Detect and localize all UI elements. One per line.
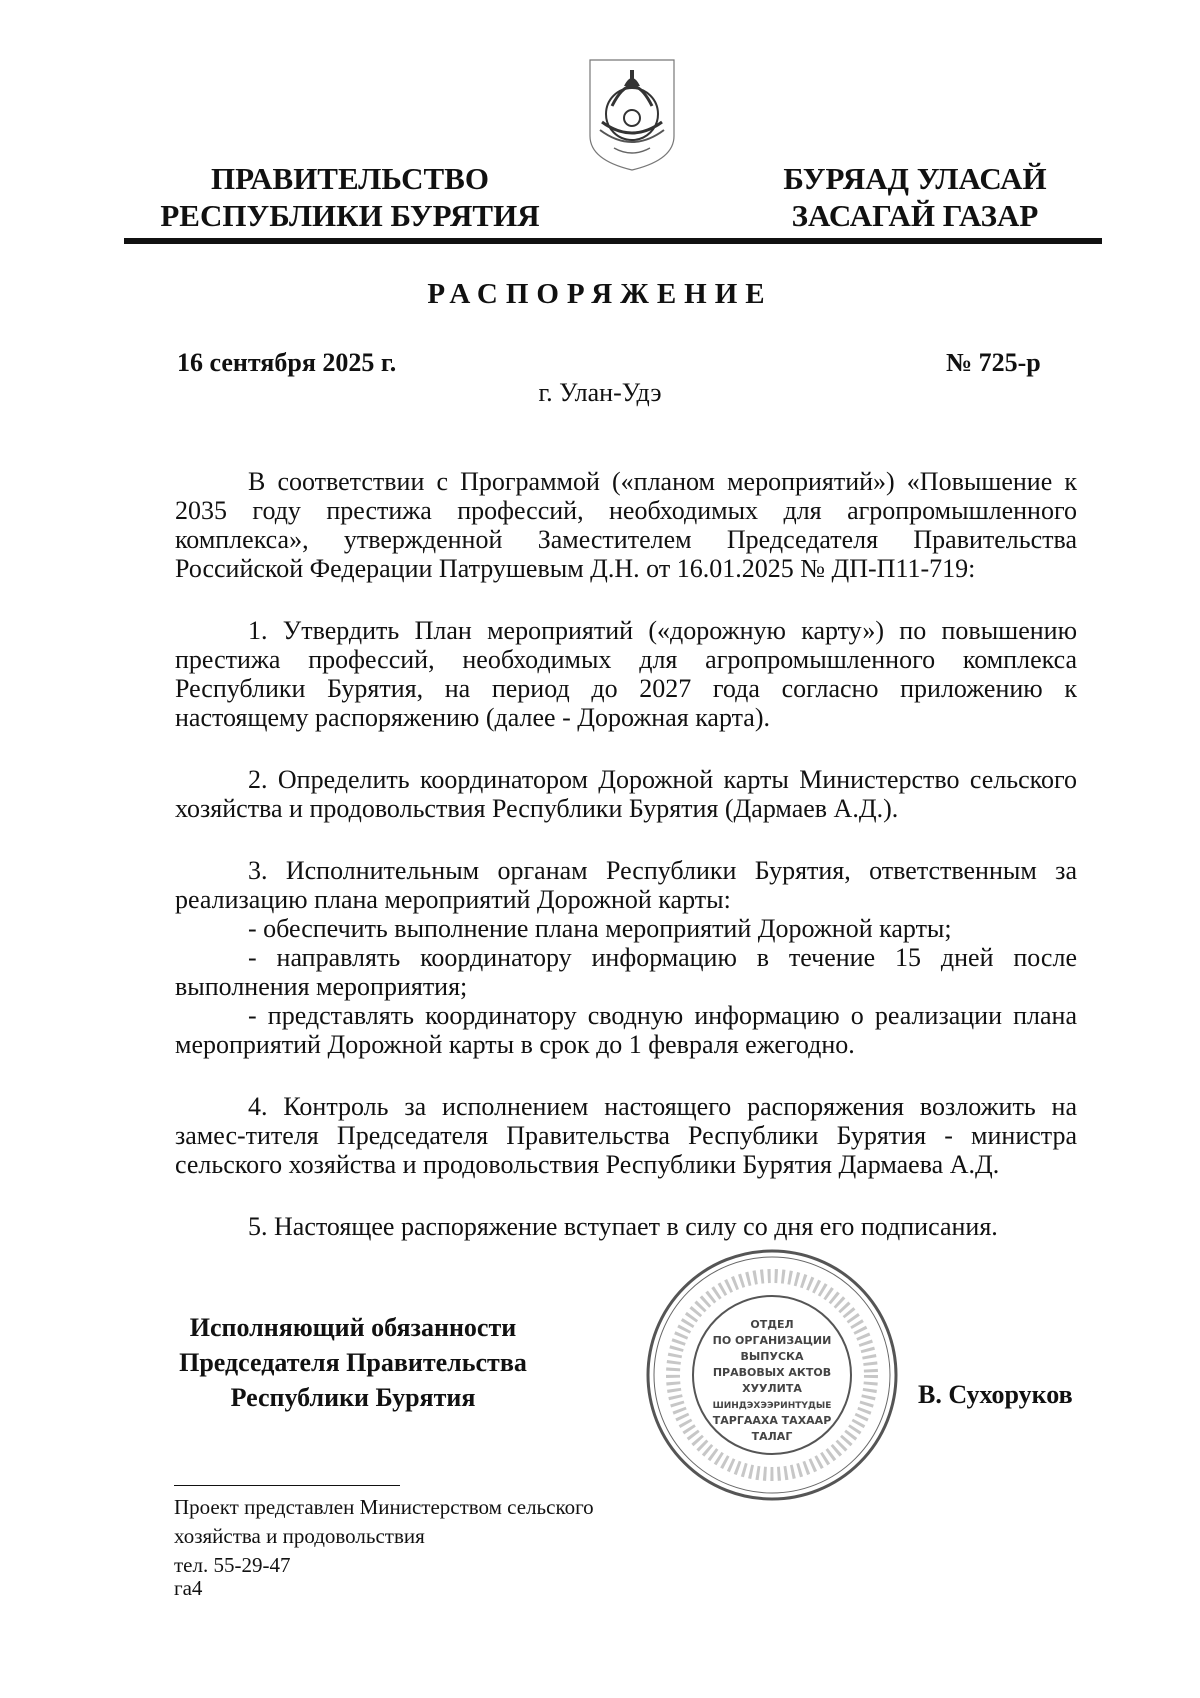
document-number: № 725-р (946, 348, 1041, 377)
stamp-center-line-2: ПО ОРГАНИЗАЦИИ (712, 1334, 832, 1347)
item-5: 5. Настоящее распоряжение вступает в силу со дня его подписания. (248, 1212, 998, 1241)
stamp-center-line-3: ВЫПУСКА (740, 1350, 804, 1363)
stamp-center-line-6: ШИНДЭХЭЭРИНТҮДЫЕ (712, 1401, 832, 1411)
stamp-center-line-4: ПРАВОВЫХ АКТОВ (712, 1366, 832, 1379)
item-2: 2. Определить координатором Дорожной карты Министерство сельского хозяйства и продовольствия Республики Бурятия (Дармаев А.Д.). (175, 765, 1077, 823)
stamp-center-line-5: ХУУЛИТА (742, 1382, 802, 1395)
gov-bur-line2: ЗАСАГАЙ ГАЗАР (791, 198, 1039, 233)
header-divider (124, 238, 1102, 244)
footer-line1: Проект представлен Министерством сельского (174, 1495, 594, 1519)
item-3-sub-b: - направлять координатору информацию в течение 15 дней после выполнения мероприятия; (175, 943, 1077, 1001)
stamp-center-line-1: ОТДЕЛ (750, 1318, 794, 1331)
footer-note (174, 1493, 594, 1580)
gov-ru-line1: ПРАВИТЕЛЬСТВО (211, 161, 489, 196)
gov-ru-line2: РЕСПУБЛИКИ БУРЯТИЯ (160, 198, 540, 233)
stamp-center-line-7: ТАРГААХА ТАХААР (712, 1414, 832, 1427)
footer-line2: хозяйства и продовольствия (174, 1524, 425, 1548)
signatory-name: В. Сухоруков (918, 1380, 1073, 1409)
item-3-sub-c: - представлять координатору сводную информацию о реализации плана мероприятий Дорожной карты в срок до 1 февраля ежегодно. (175, 1001, 1077, 1059)
item-3-sub-a: - обеспечить выполнение плана мероприятий Дорожной карты; (248, 914, 952, 943)
document-city: г. Улан-Удэ (538, 378, 662, 407)
signatory-title (160, 1310, 546, 1415)
signatory-title-line1: Исполняющий обязанности (189, 1313, 517, 1342)
government-name-buryat (740, 160, 1090, 234)
government-name-russian (150, 160, 550, 234)
intro-paragraph: В соответствии с Программой («планом мероприятий») «Повышение к 2035 году престижа профессий, необходимых для агропромышленного комплекса», утвержденной Заместителем Председателя Правительства Российской Федерации Патрушевым Д.Н. от 16.01.2025 № ДП-П11-719: (175, 467, 1077, 583)
document-title: РАСПОРЯЖЕНИЕ (427, 278, 773, 310)
document-code: га4 (174, 1576, 203, 1600)
document-date: 16 сентября 2025 г. (177, 348, 397, 377)
official-stamp (644, 1246, 900, 1504)
item-3: 3. Исполнительным органам Республики Бурятия, ответственным за реализацию плана мероприятий Дорожной карты: (175, 856, 1077, 914)
item-4: 4. Контроль за исполнением настоящего распоряжения возложить на замес-тителя Председателя Правительства Республики Бурятия - министра сельского хозяйства и продовольствия Республики Бурятия Дармаева А.Д. (175, 1092, 1077, 1179)
footer-phone: тел. 55-29-47 (174, 1553, 291, 1577)
document-body (175, 467, 1077, 1241)
stamp-center-line-8: ТАЛАГ (751, 1430, 793, 1443)
coat-of-arms-icon (584, 56, 680, 172)
item-1: 1. Утвердить План мероприятий («дорожную карту») по повышению престижа профессий, необходимых для агропромышленного комплекса Республики Бурятия, на период до 2027 года согласно приложению к настоящему распоряжению (далее - Дорожная карта). (175, 616, 1077, 732)
signatory-title-line3: Республики Бурятия (230, 1383, 476, 1412)
signatory-title-line2: Председателя Правительства (179, 1348, 527, 1377)
footer-divider (174, 1485, 400, 1486)
gov-bur-line1: БУРЯАД УЛАСАЙ (783, 161, 1047, 196)
